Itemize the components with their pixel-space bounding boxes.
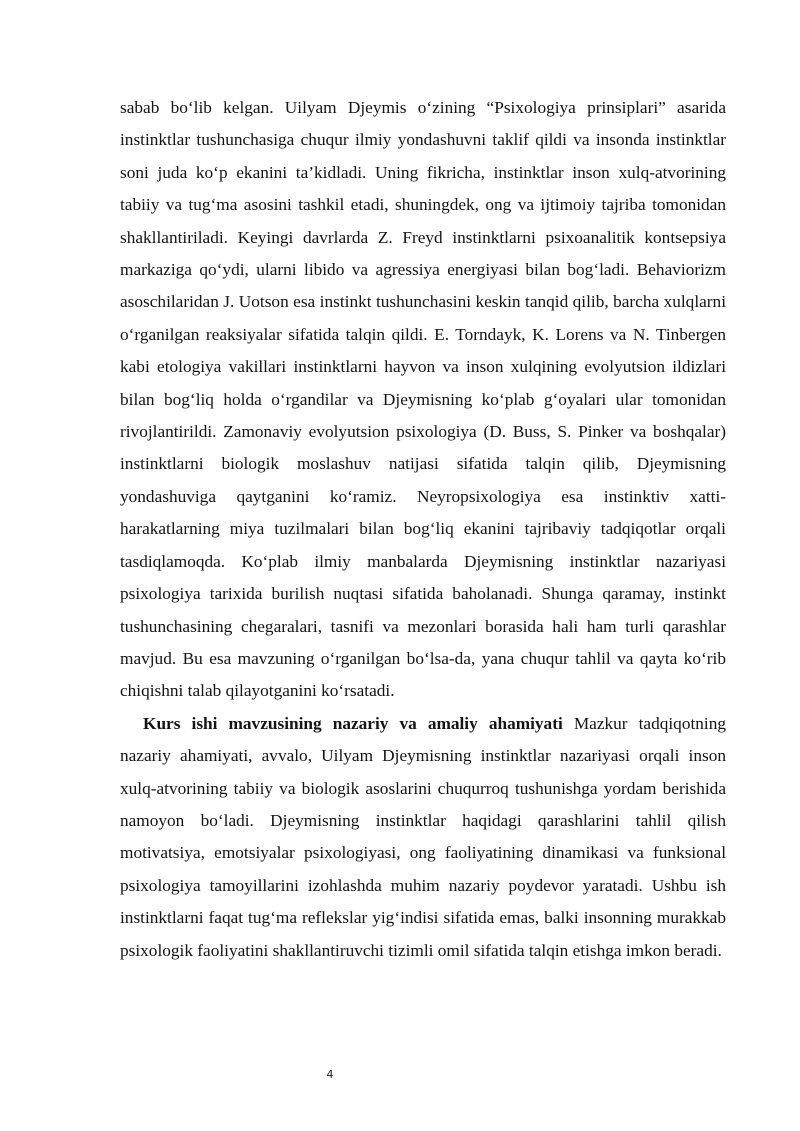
section-heading: Kurs ishi mavzusining nazariy va amaliy ahamiyati [143, 713, 563, 733]
page-number: 4 [326, 1068, 334, 1081]
paragraph-2 [120, 708, 726, 967]
body-text [120, 92, 726, 967]
paragraph-1: sabab bo‘lib kelgan. Uilyam Djeymis o‘zining “Psixologiya prinsiplari” asarida instinktlar tushunchasiga chuqur ilmiy yondashuvni taklif qildi va insonda instinktlar soni juda ko‘p ekanini ta’kidladi. Uning fikricha, instinktlar inson xulq-atvorining tabiiy va tug‘ma asosini tashkil etadi, shuningdek, ong va ijtimoiy tajriba tomonidan shakllantiriladi. Keyingi davrlarda Z. Freyd instinktlarni psixoanalitik kontsepsiya markaziga qo‘ydi, ularni libido va agressiya energiyasi bilan bog‘ladi. Behaviorizm asoschilaridan J. Uotson esa instinkt tushunchasini keskin tanqid qilib, barcha xulqlarni o‘rganilgan reaksiyalar sifatida talqin qildi. E. Torndayk, K. Lorens va N. Tinbergen kabi etologiya vakillari instinktlarni hayvon va inson xulqining evolyutsion ildizlari bilan bog‘liq holda o‘rgandilar va Djeymisning ko‘plab g‘oyalari ular tomonidan rivojlantirildi. Zamonaviy evolyutsion psixologiya (D. Buss, S. Pinker va boshqalar) instinktlarni biologik moslashuv natijasi sifatida talqin qilib, Djeymisning yondashuviga qaytganini ko‘ramiz. Neyropsixologiya esa instinktiv xatti-harakatlarning miya tuzilmalari bilan bog‘liq ekanini tajribaviy tadqiqotlar orqali tasdiqlamoqda. Ko‘plab ilmiy manbalarda Djeymisning instinktlar nazariyasi psixologiya tarixida burilish nuqtasi sifatida baholanadi. Shunga qaramay, instinkt tushunchasining chegaralari, tasnifi va mezonlari borasida hali ham turli qarashlar mavjud. Bu esa mavzuning o‘rganilgan bo‘lsa-da, yana chuqur tahlil va qayta ko‘rib chiqishni talab qilayotganini ko‘rsatadi. [120, 98, 726, 701]
paragraph-2-body: Mazkur tadqiqotning nazariy ahamiyati, avvalo, Uilyam Djeymisning instinktlar nazariyasi orqali inson xulq-atvorining tabiiy va biologik asoslarini chuqurroq tushunishga yordam berishida namoyon bo‘ladi. Djeymisning instinktlar haqidagi qarashlarini tahlil qilish motivatsiya, emotsiyalar psixologiyasi, ong faoliyatining dinamikasi va funksional psixologiya tamoyillarini izohlashda muhim nazariy poydevor yaratadi. Ushbu ish instinktlarni faqat tug‘ma reflekslar yig‘indisi sifatida emas, balki insonning murakkab psixologik faoliyatini shakllantiruvchi tizimli omil sifatida talqin etishga imkon beradi. [120, 713, 726, 960]
